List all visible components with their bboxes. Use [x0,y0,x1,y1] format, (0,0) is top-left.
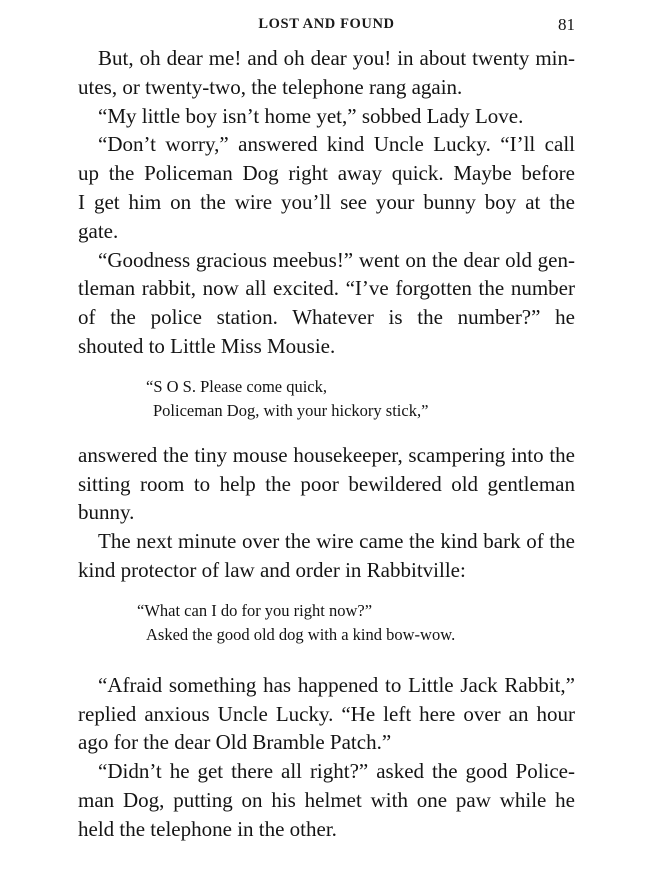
text-line: shouted to Little Miss Mousie. [78,333,336,358]
page-body [78,44,575,844]
text-line: sitting room to help the poor bewildered old gentleman [78,471,575,496]
text-line: replied anxious Uncle Lucky. “He left here over an hour [78,701,575,726]
paragraph [78,671,575,757]
paragraph [78,44,575,102]
paragraph [78,102,575,131]
paragraph [78,757,575,843]
text-line: answered the tiny mouse housekeeper, scampering into the [78,442,575,467]
text-line: “My little boy isn’t home yet,” sobbed Lady Love. [98,103,524,128]
text-line: gate. [78,218,119,243]
text-line: tleman rabbit, now all excited. “I’ve forgotten the number [78,276,575,301]
verse [78,375,575,423]
text-line: of the police station. Whatever is the number?” he [78,305,575,330]
verse-line: Policeman Dog, with your hickory stick,” [153,400,429,420]
text-line: held the telephone in the other. [78,816,337,841]
verse [78,599,575,647]
text-line: man Dog, putting on his helmet with one paw while he [78,787,575,812]
paragraph [78,441,575,527]
page-number: 81 [558,15,575,34]
text-line: “Afraid something has happened to Little Jack Rabbit,” [98,672,575,697]
paragraph [78,130,575,245]
text-line: utes, or twenty-two, the telephone rang again. [78,74,463,99]
text-line: “Goodness gracious meebus!” went on the dear old gen- [98,247,575,272]
text-line: I get him on the wire you’ll see your bunny boy at the [78,189,575,214]
verse-line: “What can I do for you right now?” [137,600,373,620]
text-line: bunny. [78,500,135,525]
text-line: But, oh dear me! and oh dear you! in about twenty min- [98,46,575,70]
text-line: “Didn’t he get there all right?” asked the good Police- [98,759,575,784]
text-line: up the Policeman Dog right away quick. Maybe before [78,161,575,186]
text-line: The next minute over the wire came the kind bark of the [98,529,575,554]
text-line: “Don’t worry,” answered kind Uncle Lucky. “I’ll call [98,132,575,157]
page-header [78,16,575,40]
paragraph [78,246,575,361]
verse-line: Asked the good old dog with a kind bow-wow. [146,624,456,644]
verse-line: “S O S. Please come quick, [146,376,328,396]
paragraph [78,527,575,585]
text-line: kind protector of law and order in Rabbitville: [78,557,466,582]
text-line: ago for the dear Old Bramble Patch.” [78,730,392,755]
running-head: LOST AND FOUND [258,16,395,32]
